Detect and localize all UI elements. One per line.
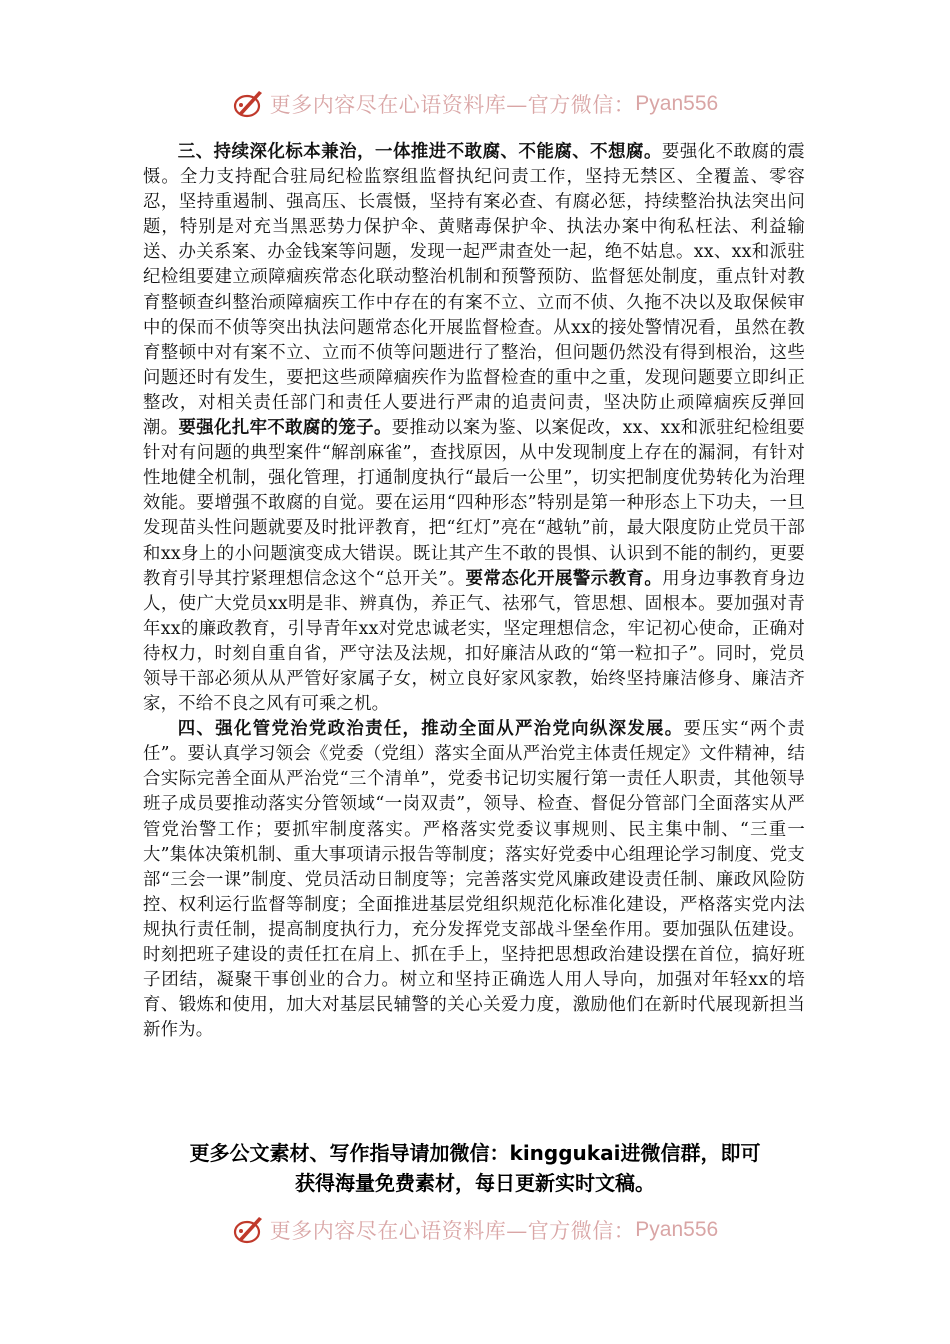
banner-text: 更多内容尽在心语资料库—官方微信： xyxy=(269,93,636,117)
section-4-heading: 四、强化管党治党政治责任，推动全面从严治党向纵深发展。 xyxy=(177,719,684,740)
section-3-text-2: 要推动以案为鉴、以案促改，xx、xx和派驻纪检组要针对有问题的典型案件“解剖麻雀”，查找原因，从中发现制度上存在的漏洞，有针对性地健全机制，强化管理，打通制度执行“最后一公里”，切实把制度优势转化为治理效能。要增强不敢腐的自觉。要在运用“四种形态”特别是第一种形态上下功夫，一旦发现苗头性问题就要及时批评教育，把“红灯”亮在“越轨”前，最大限度防止党员干部和xx身上的小问题演变成大错误。既让其产生不敢的畏惧、认识到不能的制约，更要教育引导其拧紧理想信念这个“总开关”。 xyxy=(143,418,805,589)
footer-banner xyxy=(0,1210,950,1250)
section-3-bold-3: 要常态化开展警示教育。 xyxy=(465,568,663,589)
footer-advert-line-2: 获得海量免费素材，每日更新实时文稿。 xyxy=(295,1171,655,1195)
footer-advert-line-1: 更多公文素材、写作指导请加微信：kinggukai进微信群，即可 xyxy=(189,1141,761,1165)
document-body xyxy=(143,140,805,1043)
section-4-text-1: 要压实“两个责任”。要认真学习领会《党委（党组）落实全面从严治党主体责任规定》文件精神，结合实际完善全面从严治党“三个清单”，党委书记切实履行第一责任人职责，其他领导班子成员要推动落实分管领域“一岗双责”，领导、检查、督促分管部门全面落实从严管党治警工作；要抓牢制度落实。严格落实党委议事规则、民主集中制、“三重一大”集体决策机制、重大事项请示报告等制度；落实好党委中心组理论学习制度、党支部“三会一课”制度、党员活动日制度等；完善落实党风廉政建设责任制、廉政风险防控、权利运行监督等制度；全面推进基层党组织规范化标准化建设，严格落实党内法规执行责任制，提高制度执行力，充分发挥党支部战斗堡垒作用。要加强队伍建设。时刻把班子建设的责任扛在肩上、抓在手上，坚持把思想政治建设摆在首位，搞好班子团结，凝聚干事创业的合力。树立和坚持正确选人用人导向，加强对年轻xx的培育、锻炼和使用，加大对基层民辅警的关心关爱力度，激励他们在新时代展现新担当新作为。 xyxy=(143,719,806,1041)
paragraph-section-4 xyxy=(143,717,805,1043)
banner-contact: Pyan556 xyxy=(635,1218,719,1241)
pen-logo-icon xyxy=(232,87,266,121)
paragraph-section-3 xyxy=(143,140,805,717)
header-banner xyxy=(0,84,950,124)
banner-contact: Pyan556 xyxy=(635,92,719,115)
footer-advert xyxy=(100,1138,850,1198)
section-3-heading: 三、持续深化标本兼治，一体推进不敢腐、不能腐、不想腐。 xyxy=(177,142,662,162)
banner-text: 更多内容尽在心语资料库—官方微信： xyxy=(269,1219,636,1243)
section-3-text-1: 要强化不敢腐的震慑。全力支持配合驻局纪检监察组监督执纪问责工作，坚持无禁区、全覆盖、零容忍，坚持重遏制、强高压、长震慑，坚持有案必查、有腐必惩，持续整治执法突出问题，特别是对充当黑恶势力保护伞、黄赌毒保护伞、执法办案中徇私枉法、利益输送、办关系案、办金钱案等问题，发现一起严肃查处一起，绝不姑息。xx、xx和派驻纪检组要建立顽障痼疾常态化联动整治机制和预警预防、监督惩处制度，重点针对教育整顿查纠整治顽障痼疾工作中存在的有案不立、立而不侦、久拖不决以及取保候审中的保而不侦等突出执法问题常态化开展监督检查。从xx的接处警情况看，虽然在教育整顿中对有案不立、立而不侦等问题进行了整治，但问题仍然没有得到根治，这些问题还时有发生，要把这些顽障痼疾作为监督检查的重中之重，发现问题要立即纠正整改，对相关责任部门和责任人要进行严肃的追责问责，坚决防止顽障痼疾反弹回潮。 xyxy=(143,142,806,439)
section-3-bold-2: 要强化扎牢不敢腐的笼子。 xyxy=(178,418,392,439)
pen-logo-icon xyxy=(232,1213,266,1247)
section-3-text-3: 用身边事教育身边人，使广大党员xx明是非、辨真伪，养正气、祛邪气，管思想、固根本。要加强对青年xx的廉政教育，引导青年xx对党忠诚老实，坚定理想信念，牢记初心使命，正确对待权力，时刻自重自省，严守法及法规，扣好廉洁从政的“第一粒扣子”。同时，党员领导干部必须从从严管好家属子女，树立良好家风家教，始终坚持廉洁修身、廉洁齐家，不给不良之风有可乘之机。 xyxy=(143,568,805,715)
